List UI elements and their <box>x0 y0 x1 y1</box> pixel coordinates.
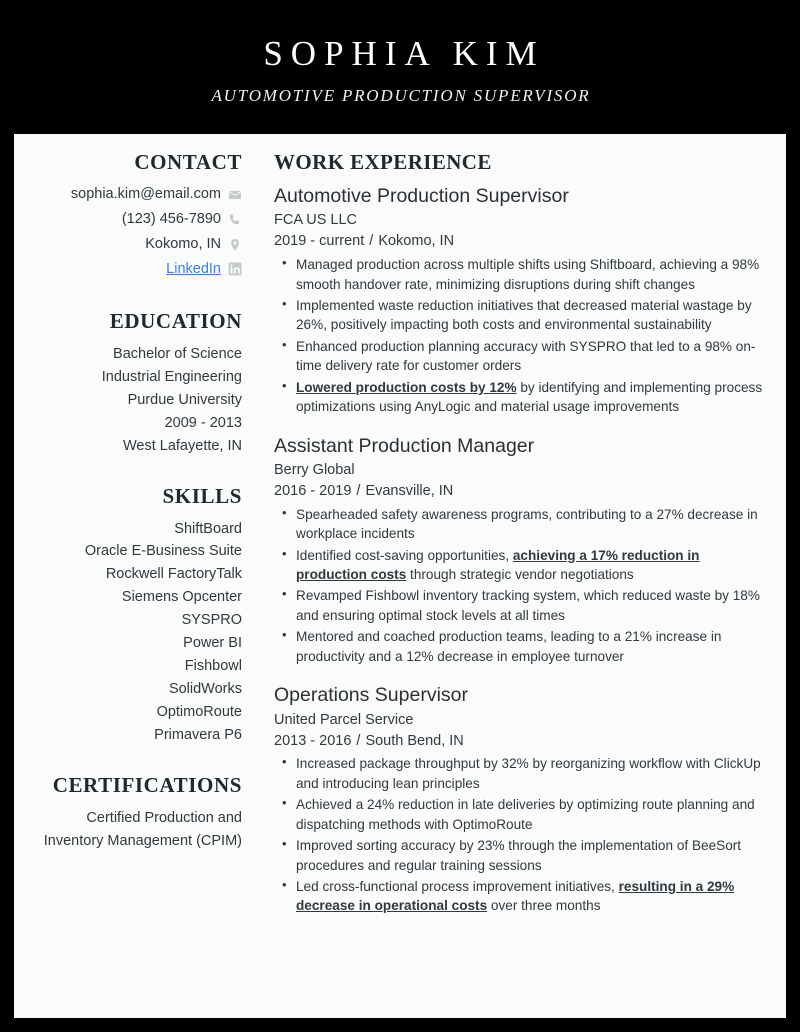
bullet-text: Implemented waste reduction initiatives that decreased material wastage by 26%, positively impacting both costs and environmental sustainability <box>296 297 752 333</box>
skills-section <box>24 484 242 747</box>
contact-list <box>24 184 242 279</box>
bullet-text: Identified cost-saving opportunities, <box>296 547 513 563</box>
job-bullet-list <box>274 255 764 417</box>
job-entry <box>274 434 764 667</box>
job-bullet <box>274 836 764 875</box>
education-heading: EDUCATION <box>109 309 242 334</box>
bullet-text: Led cross-functional process improvement initiatives, <box>296 878 619 894</box>
contact-item <box>24 184 242 205</box>
job-meta-separator: / <box>356 732 361 749</box>
skill-item: SolidWorks <box>168 680 242 697</box>
job-company: Berry Global <box>274 461 355 478</box>
contact-heading: CONTACT <box>134 150 242 174</box>
contact-item <box>24 234 242 255</box>
page-title: SOPHIA KIM <box>263 34 545 73</box>
skill-item: OptimoRoute <box>156 703 242 720</box>
job-location: Kokomo, IN <box>378 233 455 250</box>
job-title: Automotive Production Supervisor <box>274 185 569 207</box>
job-location: South Bend, IN <box>365 732 464 749</box>
contact-item[interactable] <box>24 259 242 279</box>
contact-text: (123) 456-7890 <box>121 211 221 228</box>
education-line: Purdue University <box>127 391 242 408</box>
bullet-text: Mentored and coached production teams, leading to a 21% increase in productivity and a 12% decrease in employee turnover <box>296 629 722 664</box>
bullet-text: Enhanced production planning accuracy with SYSPRO that led to a 98% on-time delivery rate for customer orders <box>296 338 756 374</box>
bullet-text: over three months <box>487 898 601 914</box>
education-line: Bachelor of Science <box>113 346 242 363</box>
skills-heading: SKILLS <box>162 483 242 508</box>
education-list <box>24 343 242 458</box>
sidebar <box>14 134 250 1018</box>
job-meta <box>274 731 764 753</box>
skill-item: Power BI <box>183 635 242 652</box>
job-dates: 2019 - current <box>274 233 365 250</box>
job-meta <box>274 231 764 253</box>
job-bullet <box>274 586 764 625</box>
skills-list <box>24 518 242 747</box>
bullet-highlight: achieving a 17% reduction in production costs <box>296 547 700 583</box>
job-company: FCA US LLC <box>274 212 357 229</box>
job-bullet <box>274 255 764 294</box>
education-line: West Lafayette, IN <box>122 437 242 454</box>
map-pin-icon <box>228 238 242 252</box>
contact-item <box>24 209 242 230</box>
job-title: Assistant Production Manager <box>274 434 535 457</box>
phone-icon <box>228 213 242 227</box>
bullet-highlight: resulting in a 29% decrease in operational costs <box>296 878 735 914</box>
certification-line: Certified Production and <box>86 809 242 826</box>
bullet-text: Managed production across multiple shifts using Shiftboard, achieving a 98% smooth handover rate, minimizing disruptions during shift changes <box>296 257 760 292</box>
bullet-text: Improved sorting accuracy by 23% through the implementation of BeeSort procedures and regular training sessions <box>296 838 742 873</box>
work-experience-heading: WORK EXPERIENCE <box>274 150 492 174</box>
certification-line: Inventory Management (CPIM) <box>43 832 242 849</box>
certifications-list <box>24 807 242 853</box>
job-bullet <box>274 546 764 585</box>
job-bullet-list <box>274 505 764 667</box>
job-bullet-list <box>274 754 764 916</box>
bullet-highlight: Lowered production costs by 12% <box>296 379 517 395</box>
header-subtitle: AUTOMOTIVE PRODUCTION SUPERVISOR <box>211 86 591 106</box>
certifications-heading: CERTIFICATIONS <box>52 772 242 797</box>
skill-item: Siemens Opcenter <box>121 589 242 606</box>
skill-item: Rockwell FactoryTalk <box>105 566 242 583</box>
job-bullet <box>274 754 764 793</box>
job-bullet <box>274 505 764 544</box>
job-bullet <box>274 378 764 417</box>
job-bullet <box>274 296 764 335</box>
education-section <box>24 309 242 458</box>
job-entry <box>274 683 764 916</box>
contact-link-text[interactable]: LinkedIn <box>166 261 221 278</box>
job-dates: 2016 - 2019 <box>274 482 352 499</box>
job-meta-separator: / <box>369 233 374 250</box>
bullet-text: Increased package throughput by 32% by reorganizing workflow with ClickUp and introducing lean principles <box>296 756 761 791</box>
bullet-text: Spearheaded safety awareness programs, contributing to a 27% decrease in workplace incidents <box>296 506 758 542</box>
certifications-section <box>24 773 242 853</box>
job-meta <box>274 481 764 503</box>
bullet-text: through strategic vendor negotiations <box>406 567 634 583</box>
job-bullet <box>274 337 764 376</box>
contact-section <box>24 150 242 279</box>
main-column <box>250 134 786 1018</box>
job-dates: 2013 - 2016 <box>274 732 352 749</box>
bullet-text: Revamped Fishbowl inventory tracking system, which reduced waste by 18% and ensuring optimal stock levels at all times <box>296 588 760 623</box>
bullet-text: Achieved a 24% reduction in late deliveries by optimizing route planning and dispatching methods with OptimoRoute <box>296 797 755 832</box>
skill-item: ShiftBoard <box>174 520 242 537</box>
education-line: 2009 - 2013 <box>164 414 242 431</box>
job-company: United Parcel Service <box>274 711 414 728</box>
contact-text: sophia.kim@email.com <box>70 186 221 202</box>
job-location: Evansville, IN <box>365 482 454 499</box>
job-title: Operations Supervisor <box>274 684 469 707</box>
job-bullet <box>274 627 764 666</box>
job-entry <box>274 184 764 417</box>
work-experience-list <box>274 184 764 916</box>
skill-item: Fishbowl <box>184 658 242 675</box>
bullet-text: by identifying and implementing process optimizations using AnyLogic and material usage improvements <box>296 379 763 415</box>
skill-item: Primavera P6 <box>154 726 242 743</box>
resume-header-banner <box>0 0 800 134</box>
job-meta-separator: / <box>356 482 361 499</box>
job-bullet <box>274 795 764 834</box>
education-line: Industrial Engineering <box>101 368 242 385</box>
skill-item: SYSPRO <box>181 612 242 629</box>
job-bullet <box>274 877 764 916</box>
resume-sheet <box>14 134 786 1018</box>
contact-text: Kokomo, IN <box>145 236 221 253</box>
linkedin-icon <box>228 262 242 276</box>
skill-item: Oracle E-Business Suite <box>84 543 242 560</box>
envelope-icon <box>228 188 242 202</box>
